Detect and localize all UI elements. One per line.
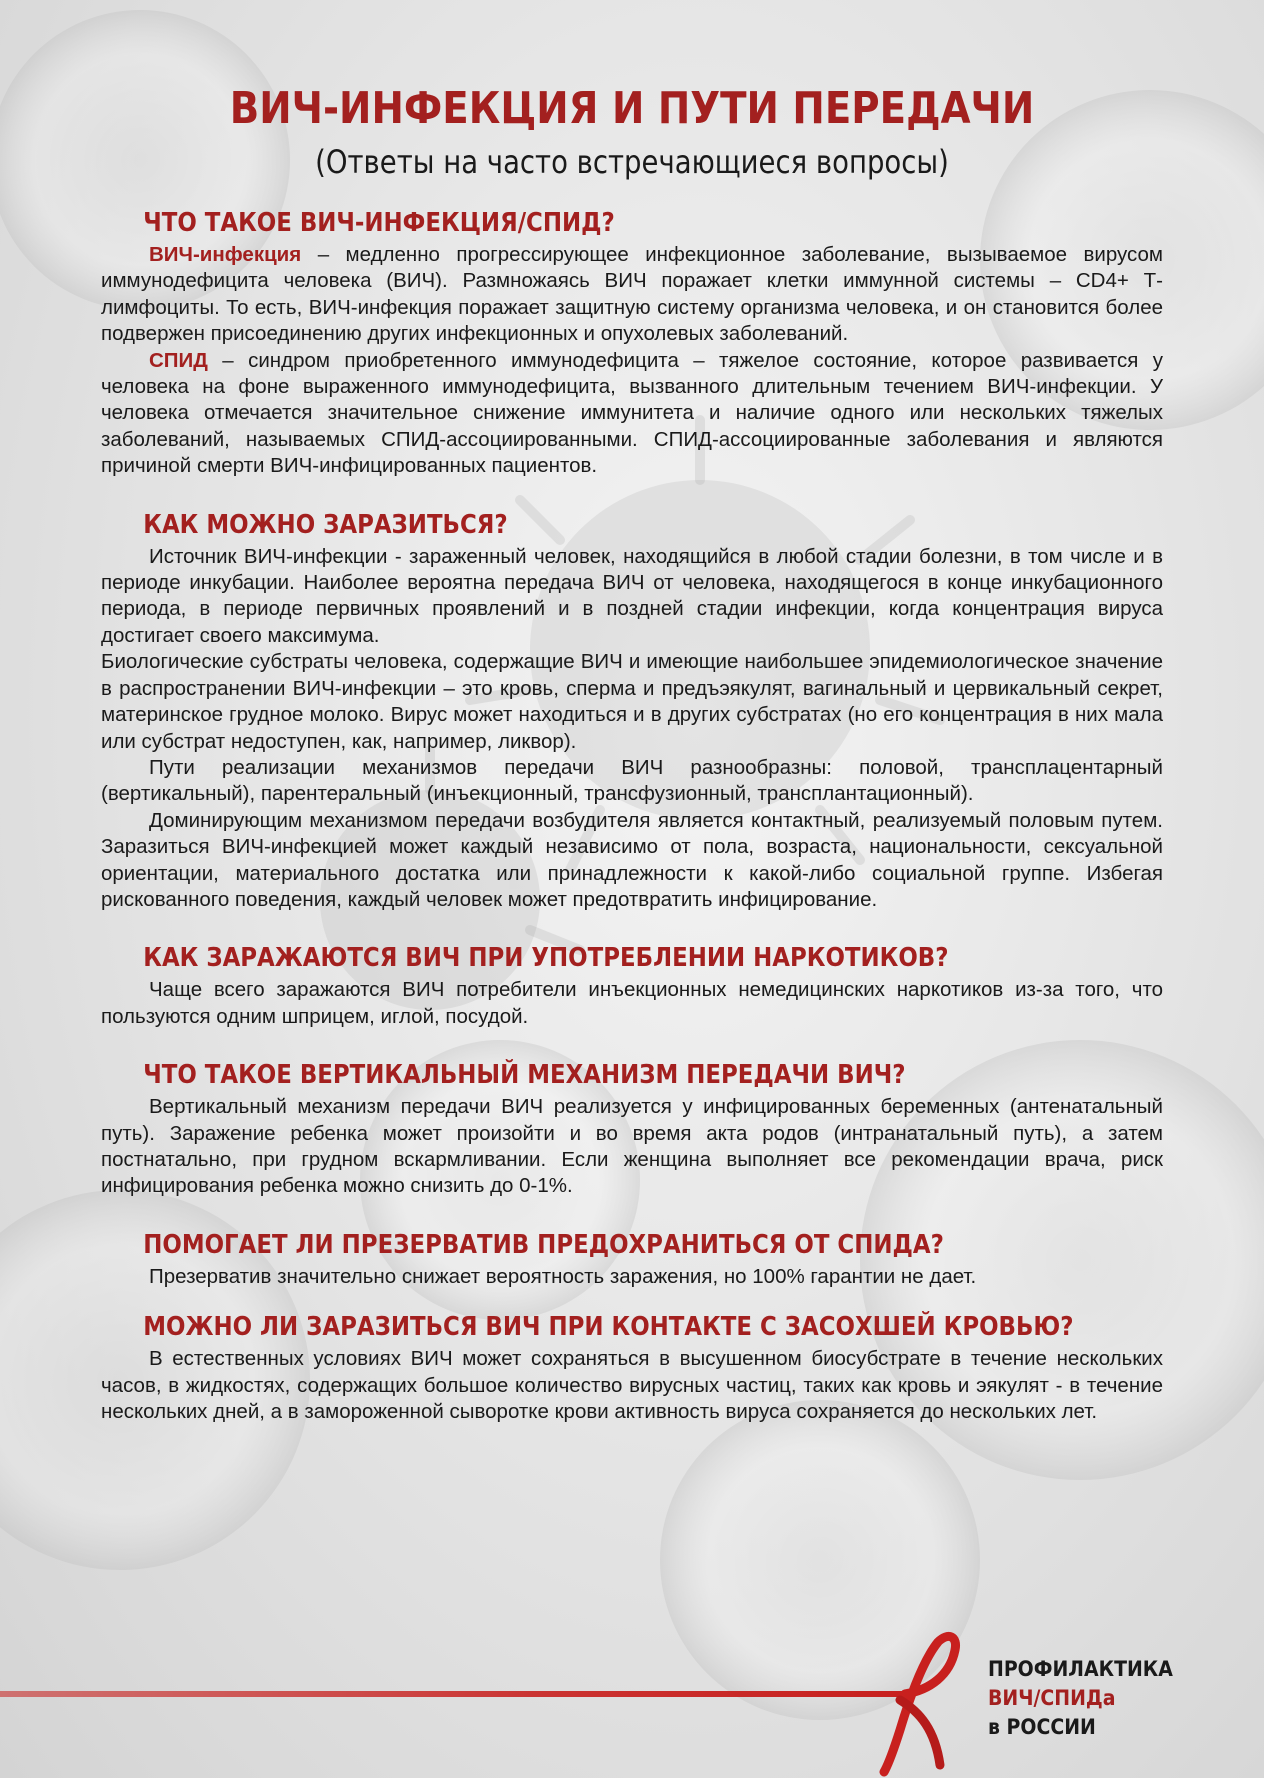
section-heading: ЧТО ТАКОЕ ВИЧ-ИНФЕКЦИЯ/СПИД? <box>143 208 615 238</box>
paragraph: Презерватив значительно снижает вероятность заражения, но 100% гарантии не дает. <box>149 1264 977 1288</box>
logo-line-3: в РОССИИ <box>988 1715 1096 1739</box>
paragraph: СПИД – синдром приобретенного иммунодефицита – тяжелое состояние, которое развивается у человека на фоне выраженного иммунодефицита, вызванного длительным течением ВИЧ-инфекции. У человека отмечается значительное снижение иммунитета и наличие одного или нескольких тяжелых заболеваний, называемых СПИД-ассоциированными. СПИД-ассоциированные заболевания и являются причиной смерти ВИЧ-инфицированных пациентов. <box>101 348 1163 478</box>
paragraph: Источник ВИЧ-инфекции - зараженный человек, находящийся в любой стадии болезни, в том числе и в периоде инкубации. Наиболее вероятна передача ВИЧ от человека, находящегося в конце инкубационного периода, в периоде первичных проявлений и в поздней стадии инфекции, когда концентрация вируса достигает своего максимума. <box>101 544 1163 647</box>
page-subtitle: (Ответы на часто встречающиеся вопросы) <box>315 143 949 181</box>
section-dried-blood <box>101 1310 1163 1425</box>
paragraph: Вертикальный механизм передачи ВИЧ реализуется у инфицированных беременных (антенатальный путь). Заражение ребенка может произойти и во время акта родов (интранатальный путь), а затем постнатально, при грудном вскармливании. Если женщина выполняет все рекомендации врача, риск инфицирования ребенка можно снизить до 0-1%. <box>101 1095 1163 1198</box>
paragraph: Чаще всего заражаются ВИЧ потребители инъекционных немедицинских наркотиков из-за того, что пользуются одним шприцем, иглой, посудой. <box>101 978 1163 1028</box>
section-heading: МОЖНО ЛИ ЗАРАЗИТЬСЯ ВИЧ ПРИ КОНТАКТЕ С ЗАСОХШЕЙ КРОВЬЮ? <box>143 1312 1074 1343</box>
document-body <box>101 78 1163 1425</box>
paragraph: В естественных условиях ВИЧ может сохраняться в высушенном биосубстрате в течение нескольких часов, в жидкостях, содержащих большое количество вирусных частиц, таких как кровь и эякулят - в течение нескольких дней, а в замороженной сыворотке крови активность вируса сохраняется до нескольких лет. <box>101 1347 1163 1423</box>
section-how-infected <box>101 508 1163 914</box>
paragraph: Доминирующим механизмом передачи возбудителя является контактный, реализуемый половым путем. Заразиться ВИЧ-инфекцией может каждый независимо от пола, возраста, национальности, сексуальной ориентации, материального достатка или принадлежности к какой-либо социальной группе. Избегая рискованного поведения, каждый человек может предотвратить инфицирование. <box>101 808 1163 911</box>
term-hiv: ВИЧ-инфекция <box>149 243 302 266</box>
section-condom <box>101 1228 1163 1290</box>
section-vertical <box>101 1058 1163 1200</box>
campaign-logo <box>988 1655 1173 1742</box>
section-heading: КАК ЗАРАЖАЮТСЯ ВИЧ ПРИ УПОТРЕБЛЕНИИ НАРКОТИКОВ? <box>143 943 949 974</box>
page-title: ВИЧ-ИНФЕКЦИЯ И ПУТИ ПЕРЕДАЧИ <box>229 83 1035 134</box>
section-what-is-hiv <box>101 206 1163 480</box>
logo-line-2: ВИЧ/СПИДа <box>988 1686 1116 1710</box>
paragraph: ВИЧ-инфекция – медленно прогрессирующее инфекционное заболевание, вызываемое вирусом иммунодефицита человека (ВИЧ). Размножаясь ВИЧ поражает клетки иммунной системы – CD4+ Т-лимфоциты. То есть, ВИЧ-инфекция поражает защитную систему организма человека, и он становится более подвержен присоединению других инфекционных и опухолевых заболеваний. <box>101 243 1163 346</box>
section-heading: ПОМОГАЕТ ЛИ ПРЕЗЕРВАТИВ ПРЕДОХРАНИТЬСЯ ОТ СПИДА? <box>143 1229 944 1260</box>
paragraph: Пути реализации механизмов передачи ВИЧ разнообразны: половой, трансплацентарный (вертикальный), парентеральный (инъекционный, трансфузионный, трансплантационный). <box>101 755 1163 806</box>
section-heading: КАК МОЖНО ЗАРАЗИТЬСЯ? <box>143 509 508 540</box>
logo-line-1: ПРОФИЛАКТИКА <box>988 1657 1173 1681</box>
section-drugs <box>101 941 1163 1030</box>
term-aids: СПИД <box>149 348 208 372</box>
paragraph: Биологические субстраты человека, содержащие ВИЧ и имеющие наибольшее эпидемиологическое значение в распространении ВИЧ-инфекции – это кровь, сперма и предъэякулят, вагинальный и цервикальный секрет, материнское грудное молоко. Вирус может находиться и в других субстратах (но его концентрация в них мала или субстрат недоступен, как, например, ликвор). <box>101 650 1163 753</box>
section-heading: ЧТО ТАКОЕ ВЕРТИКАЛЬНЫЙ МЕХАНИЗМ ПЕРЕДАЧИ ВИЧ? <box>143 1060 906 1091</box>
